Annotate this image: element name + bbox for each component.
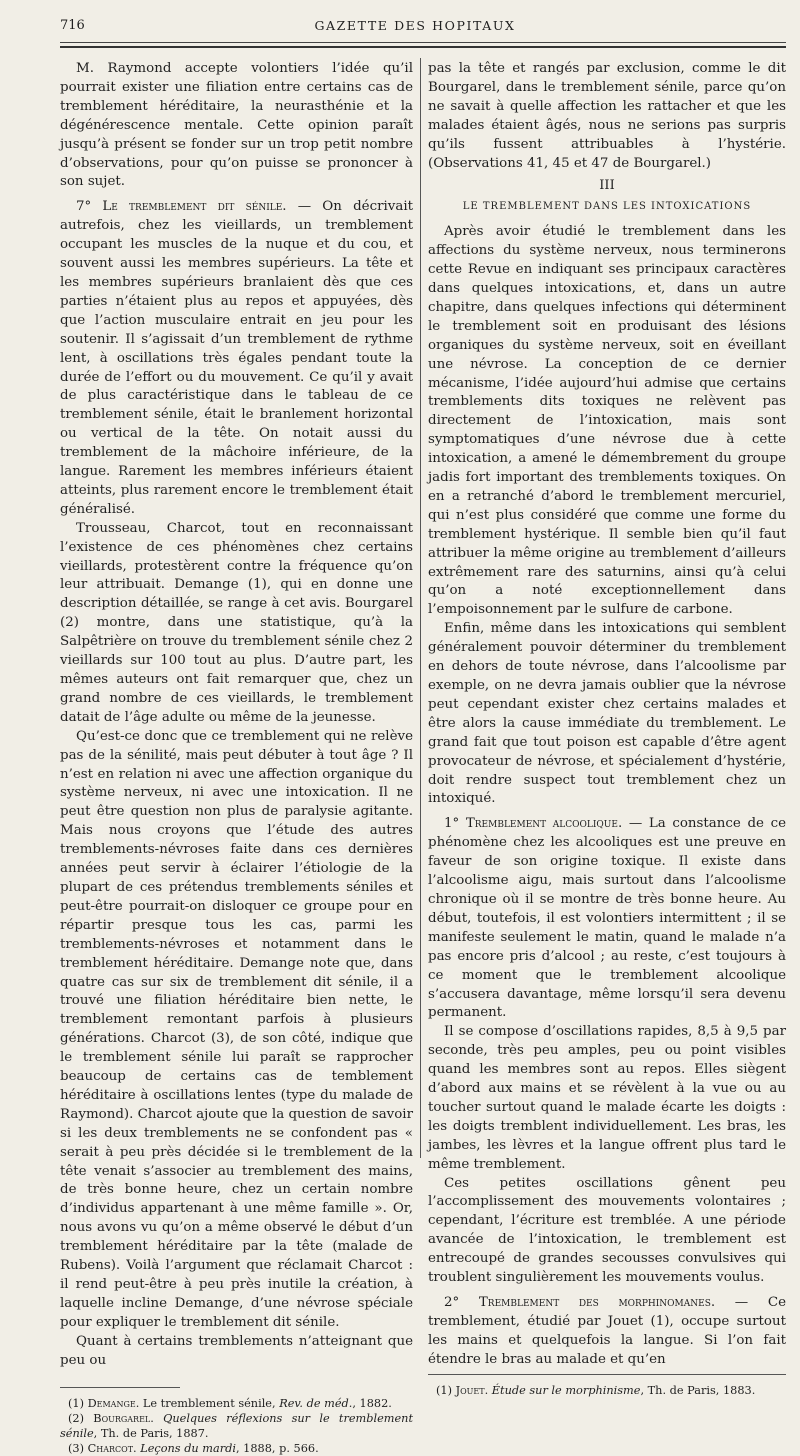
left-column [60, 60, 413, 1456]
item-number: 2° [444, 1295, 479, 1310]
paragraph-morphine-tremor [428, 1294, 786, 1370]
footnote: (1) Jouet. Étude sur le morphinisme, Th. de Paris, 1883. [436, 1383, 756, 1397]
footnote: (2) Bourgarel. Quelques réflexions sur le tremblement sénile, Th. de Paris, 1887. [60, 1411, 413, 1440]
footnote: (1) Demange. Le tremblement sénile, Rev. de méd., 1882. [68, 1396, 392, 1410]
section-heading-alcoholic: Tremblement alcoolique. [465, 816, 623, 832]
paragraph-body: — Ce tremblement, étudié par Jouet (1), occupe surtout les mains et quelquefois la langue. Si l’on fait étendre le bras au malade et qu’en [428, 1295, 786, 1367]
footnote-rule [428, 1374, 786, 1375]
paragraph: Quant à certains tremblements n’atteignant que peu ou [60, 1333, 413, 1368]
section-heading-senile: Le tremblement dit sénile. [102, 199, 287, 215]
item-number: 7° [76, 199, 103, 215]
header-rule [60, 42, 786, 43]
footnote-author: Charcot. [87, 1441, 137, 1455]
section-number: III [599, 178, 615, 194]
footnote: (3) Charcot. Leçons du mardi, 1888, p. 566. [68, 1441, 319, 1455]
item-number: 1° [444, 816, 466, 832]
paragraph: Qu’est-ce donc que ce tremblement qui ne relève pas de la sénilité, mais peut débuter à tout âge ? Il n’est en relation ni avec une affection organique du système nerveux, ni avec une intoxication. Il ne peut être question non plus de paralysie agitante. Mais nous croyons que l’étude des autres tremblements-névroses faite dans ces dernières années peut servir à éclairer l’étiologie de la plupart de ces prétendus tremblements séniles et peut-être pourrait-on disloquer ce groupe pour en répartir presque tous les cas, parmi les tremblements-névroses et notamment dans le tremblement héréditaire. Demange note que, dans quatre cas sur six de tremblement dit sénile, il a trouvé une filiation héréditaire bien nette, le tremblement remontant parfois à plusieurs générations. Charcot (3), de son côté, indique que le tremblement sénile lui paraît se rapprocher beaucoup de certains cas de temblement héréditaire à oscillations lentes (type du malade de Raymond). Charcot ajoute que la question de savoir si les deux tremblements ne se confondent pas « serait à peu près décidée si le tremblement de la tête venait s’associer au tremblement des mains, de très bonne heure, chez un certain nombre d’individus appartenant à une même famille ». Or, nous avons vu qu’on a même observé le début d’un tremblement héréditaire par la tête (malade de Rubens). Voilà l’argument que réclamait Charcot : il rend peut-être à peu près inutile la création, à laquelle incline Demange, d’une névrose spéciale pour expliquer le tremblement dit sénile. [60, 728, 413, 1330]
paragraph-senile-tremor [60, 198, 413, 519]
footnote-author: Jouet. [455, 1383, 489, 1397]
footnote-author: Bourgarel. [93, 1411, 154, 1425]
paragraph: Après avoir étudié le tremblement dans les affections du système nerveux, nous terminerons cette Revue en indiquant ses principaux caractères dans quelques intoxications, et, dans un autre chapitre, dans quelques infections qui déterminent le tremblement soit en produisant des lésions organiques du système nerveux, soit en éveillant une névrose. La conception de ce dernier mécanisme, l’idée aujourd’hui admise que certains tremblements dits toxiques ne relèvent pas directement de l’intoxication, mais sont symptomatiques d’une névrose due à cette intoxication, a amené le démembrement du groupe jadis fort important des tremblements toxiques. On en a retranché d’abord le tremblement mercuriel, qui n’est plus considéré que comme une forme du tremblement hystérique. Il semble bien qu’il faut attribuer la même origine au tremblement d’ailleurs extrêmement rare des saturnins, ainsi qu’à celui qu’on a noté exceptionnellement dans l’empoisonnement par le sulfure de carbone. [428, 224, 786, 618]
paragraph: Ces petites oscillations gênent peu l’accomplissement des mouvements volontaires ; cependant, l’écriture est tremblée. A une période avancée de l’intoxication, le tremblement est entrecoupé de grandes secousses convulsives qui troublent singulièrement les mouvements voulus. [428, 1175, 786, 1286]
page-header [60, 18, 770, 40]
paragraph-body: — La constance de ce phénomène chez les alcooliques est une preuve en faveur de son origine toxique. Il existe dans l’alcoolisme aigu, mais surtout dans l’alcoolisme chronique où il se montre de très bonne heure. Au début, toutefois, il est volontiers intermittent ; il se manifeste seulement le matin, quand le malade n’a pas encore pris d’alcool ; au reste, c’est toujours à ce moment que le tremblement alcoolique s’accusera davantage, même lorsqu’il sera devenu permanent. [428, 816, 786, 1021]
section-title: LE TREMBLEMENT DANS LES INTOXICATIONS [462, 201, 752, 213]
header-double-rule [60, 46, 786, 48]
right-column [428, 60, 786, 1398]
paragraph: Enfin, même dans les intoxications qui semblent généralement pouvoir déterminer du tremblement en dehors de toute névrose, dans l’alcoolisme par exemple, on ne devra jamais oublier que la névrose peut cependant exister chez certains malades et être alors la cause immédiate du tremblement. Le grand fait que tout poison est capable d’être agent provocateur de névrose, et spécialement d’hystérie, doit rendre suspect tout tremblement chez un intoxiqué. [428, 621, 786, 807]
page-number: 716 [60, 18, 85, 33]
paragraph: Il se compose d’oscillations rapides, 8,5 à 9,5 par seconde, très peu amples, peu ou point visibles quand les membres sont au repos. Elles siègent d’abord aux mains et se révèlent à la vue ou au toucher surtout quand le malade écarte les doigts : les doigts tremblent individuellement. Les bras, les jambes, les lèvres et la langue offrent plus tard le même tremblement. [428, 1024, 786, 1172]
paragraph: pas la tête et rangés par exclusion, comme le dit Bourgarel, dans le tremblement sénile, parce qu’on ne savait à quelle affection les rattacher et que les malades étaient âgés, nous ne serions pas surpris qu’ils fussent attribuables à l’hystérie. (Observations 41, 45 et 47 de Bourgarel.) [428, 61, 786, 171]
paragraph: Trousseau, Charcot, tout en reconnaissant l’existence de ces phénomènes chez certains vieillards, protestèrent contre la fréquence qu’on leur attribuait. Demange (1), qui en donne une description détaillée, se range à cet avis. Bourgarel (2) montre, dans une statistique, qu’à la Salpêtrière on trouve du tremblement sénile chez 2 vieillards sur 100 tout au plus. D’autre part, les mêmes auteurs ont fait remarquer que, chez un grand nombre de ces vieillards, le tremblement datait de l’âge adulte ou même de la jeunesse. [60, 520, 413, 725]
footnote-rule [60, 1387, 180, 1388]
paragraph-body: — On décrivait autrefois, chez les vieillards, un tremblement occupant les muscles de la nuque et du cou, et souvent aussi les membres supérieurs. La tête et les membres supérieurs branlaient dès que ces parties n’étaient plus au repos et appuyées, dès que l’action musculaire entrait en jeu pour les soutenir. Il s’agissait d’un tremblement de rythme lent, à oscillations très égales pendant toute la durée de l’effort ou du mouvement. Ce qu’il y avait de plus caractéristique dans le tableau de ce tremblement sénile, était le branlement horizontal ou vertical de la tête. On notait aussi du tremblement de la mâchoire inférieure, de la langue. Rarement les membres inférieurs étaient atteints, plus rarement encore le tremblement était généralisé. [60, 199, 413, 517]
section-heading-morphine: Tremblement des morphinomanes. [478, 1295, 716, 1310]
column-divider [420, 58, 421, 1158]
paragraph: M. Raymond accepte volontiers l’idée qu’il pourrait exister une filiation entre certains cas de tremblement héréditaire, la neurasthénie et la dégénérescence mentale. Cette opinion paraît jusqu’à présent se fonder sur un trop petit nombre d’observations, pour qu’on puisse se prononcer à son sujet. [60, 61, 413, 190]
running-title: GAZETTE DES HOPITAUX [314, 18, 516, 33]
footnote-author: Demange. [87, 1396, 140, 1410]
paragraph-alcoholic-tremor [428, 815, 786, 1023]
